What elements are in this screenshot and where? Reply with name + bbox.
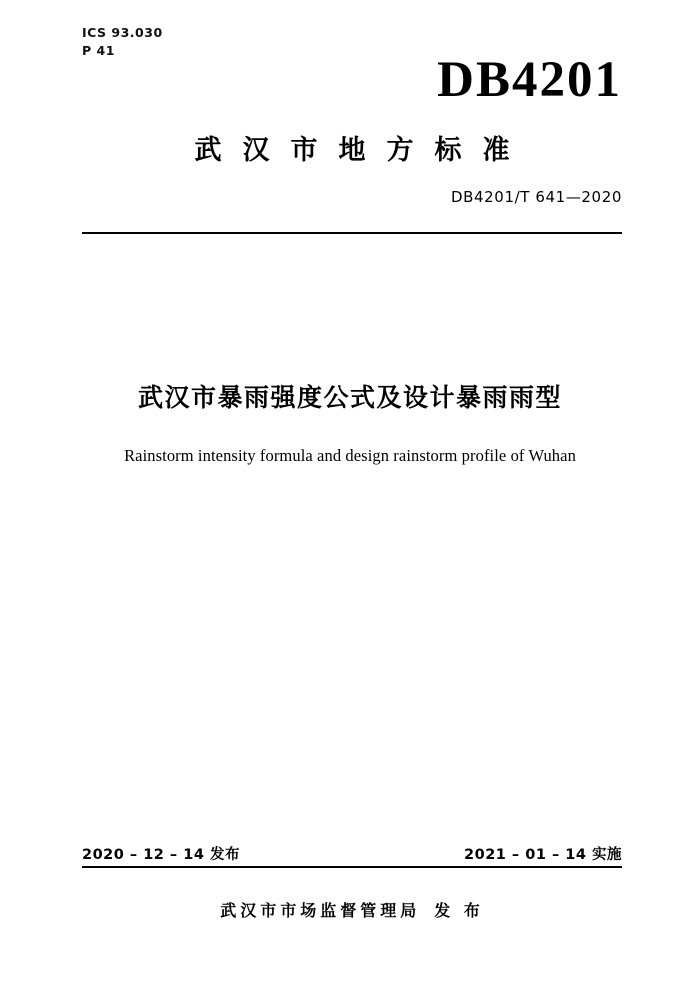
ics-classification-block — [82, 24, 163, 60]
effective-date: 2021 – 01 – 14 实施 — [464, 847, 622, 863]
classification-code: P 41 — [82, 43, 115, 58]
standard-number: DB4201/T 641—2020 — [450, 188, 622, 206]
standard-code: DB4201 — [437, 52, 622, 108]
footer-divider — [82, 866, 622, 868]
page-subtitle-english: Rainstorm intensity formula and design rainstorm profile of Wuhan — [124, 446, 576, 465]
publisher-name: 武汉市市场监督管理局 — [220, 901, 421, 920]
header-divider — [82, 232, 622, 234]
ics-number: ICS 93.030 — [82, 25, 163, 40]
publish-verb: 发 布 — [434, 901, 484, 920]
page-title: 武汉市暴雨强度公式及设计暴雨雨型 — [137, 383, 562, 412]
publisher-line — [0, 898, 700, 921]
issue-date: 2020 – 12 – 14 发布 — [82, 847, 240, 863]
standard-name: 武汉市地方标准 — [194, 135, 531, 166]
